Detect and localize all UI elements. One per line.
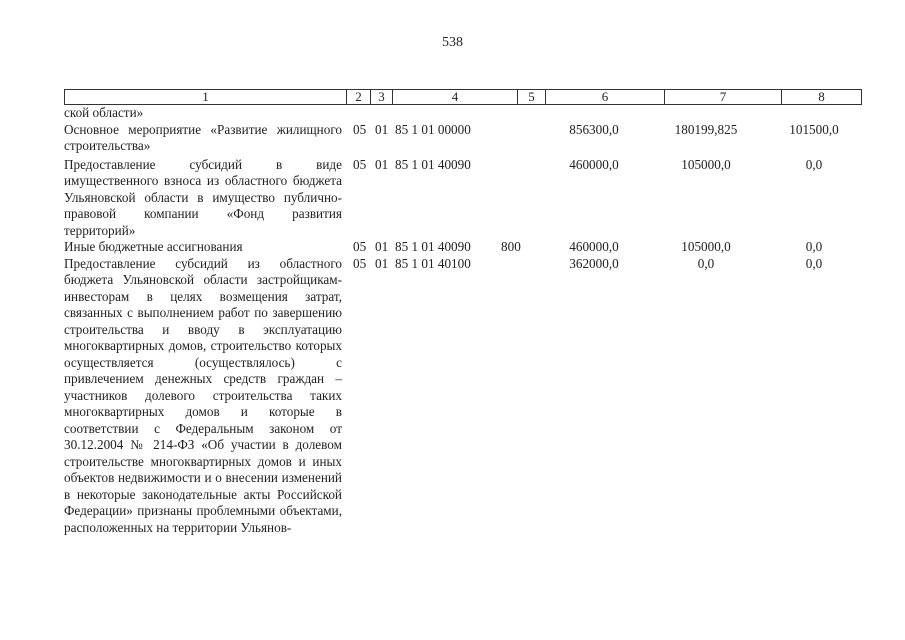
row-amount-col7: 180199,825 [674,121,738,137]
row-amount-col6: 460000,0 [569,239,619,254]
row-amount-col6: 856300,0 [569,121,619,137]
row-description: Предоставление субсидий в виде имущественного взноса из областного бюджета Ульяновской области в имущество публично-правовой компании «Фонд развития территорий» [64,156,342,238]
page-number: 538 [442,35,463,50]
header-col-2: 2 [347,90,371,105]
row-amount-col8: 0,0 [805,156,823,172]
table-body [64,105,861,536]
row-target-code: 85 1 01 00000 [395,121,471,137]
table-row [64,122,861,155]
row-target-code: 85 1 01 40090 [395,239,471,254]
row-subsection-code: 01 [375,121,389,137]
row-subsection-code: 01 [375,255,389,271]
header-col-3: 3 [371,90,393,105]
row-section-code: 05 [353,121,367,137]
row-description: ской области» [64,105,144,120]
row-section-code: 05 [353,156,367,172]
row-expense-type: 800 [501,239,521,254]
row-amount-col7: 0,0 [697,255,715,271]
row-section-code: 05 [353,255,367,271]
header-row [65,90,862,105]
header-col-1: 1 [65,90,347,105]
row-amount-col7: 105000,0 [681,156,731,172]
table-row [64,256,861,537]
table-row [64,157,861,240]
header-col-4: 4 [393,90,518,105]
table-header [64,89,862,105]
row-amount-col8: 101500,0 [789,121,839,137]
row-section-code: 05 [353,239,367,254]
row-amount-col6: 362000,0 [569,255,619,271]
row-amount-col6: 460000,0 [569,156,619,172]
row-subsection-code: 01 [375,156,389,172]
row-description: Иные бюджетные ассигнования [64,239,243,254]
row-target-code: 85 1 01 40090 [395,156,471,172]
header-col-7: 7 [665,90,782,105]
table-row [64,105,861,122]
header-col-6: 6 [546,90,665,105]
row-amount-col8: 0,0 [805,255,823,271]
header-col-5: 5 [518,90,546,105]
row-description: Предоставление субсидий из областного бюджета Ульяновской области застройщикам-инвесторам в целях возмещения затрат, связанных с выполнением работ по завершению строительства и вводу в эксплуатацию многоквартирных домов, строительство которых осуществляется (осуществлялось) с привлечением денежных средств граждан – участников долевого строительства таких многоквартирных домов и которые в соответствии с Федеральным законом от 30.12.2004 № 214-ФЗ «Об участии в долевом строительстве многоквартирных домов и иных объектов недвижимости и о внесении изменений в некоторые законодательные акты Российской Федерации» признаны проблемными объектами, расположенных на территории Ульянов- [64,255,342,535]
row-subsection-code: 01 [375,239,389,254]
row-amount-col8: 0,0 [805,239,823,254]
row-amount-col7: 105000,0 [681,239,731,254]
table-row [64,239,861,256]
row-target-code: 85 1 01 40100 [395,255,471,271]
row-description: Основное мероприятие «Развитие жилищного строительства» [64,121,342,153]
header-col-8: 8 [782,90,862,105]
